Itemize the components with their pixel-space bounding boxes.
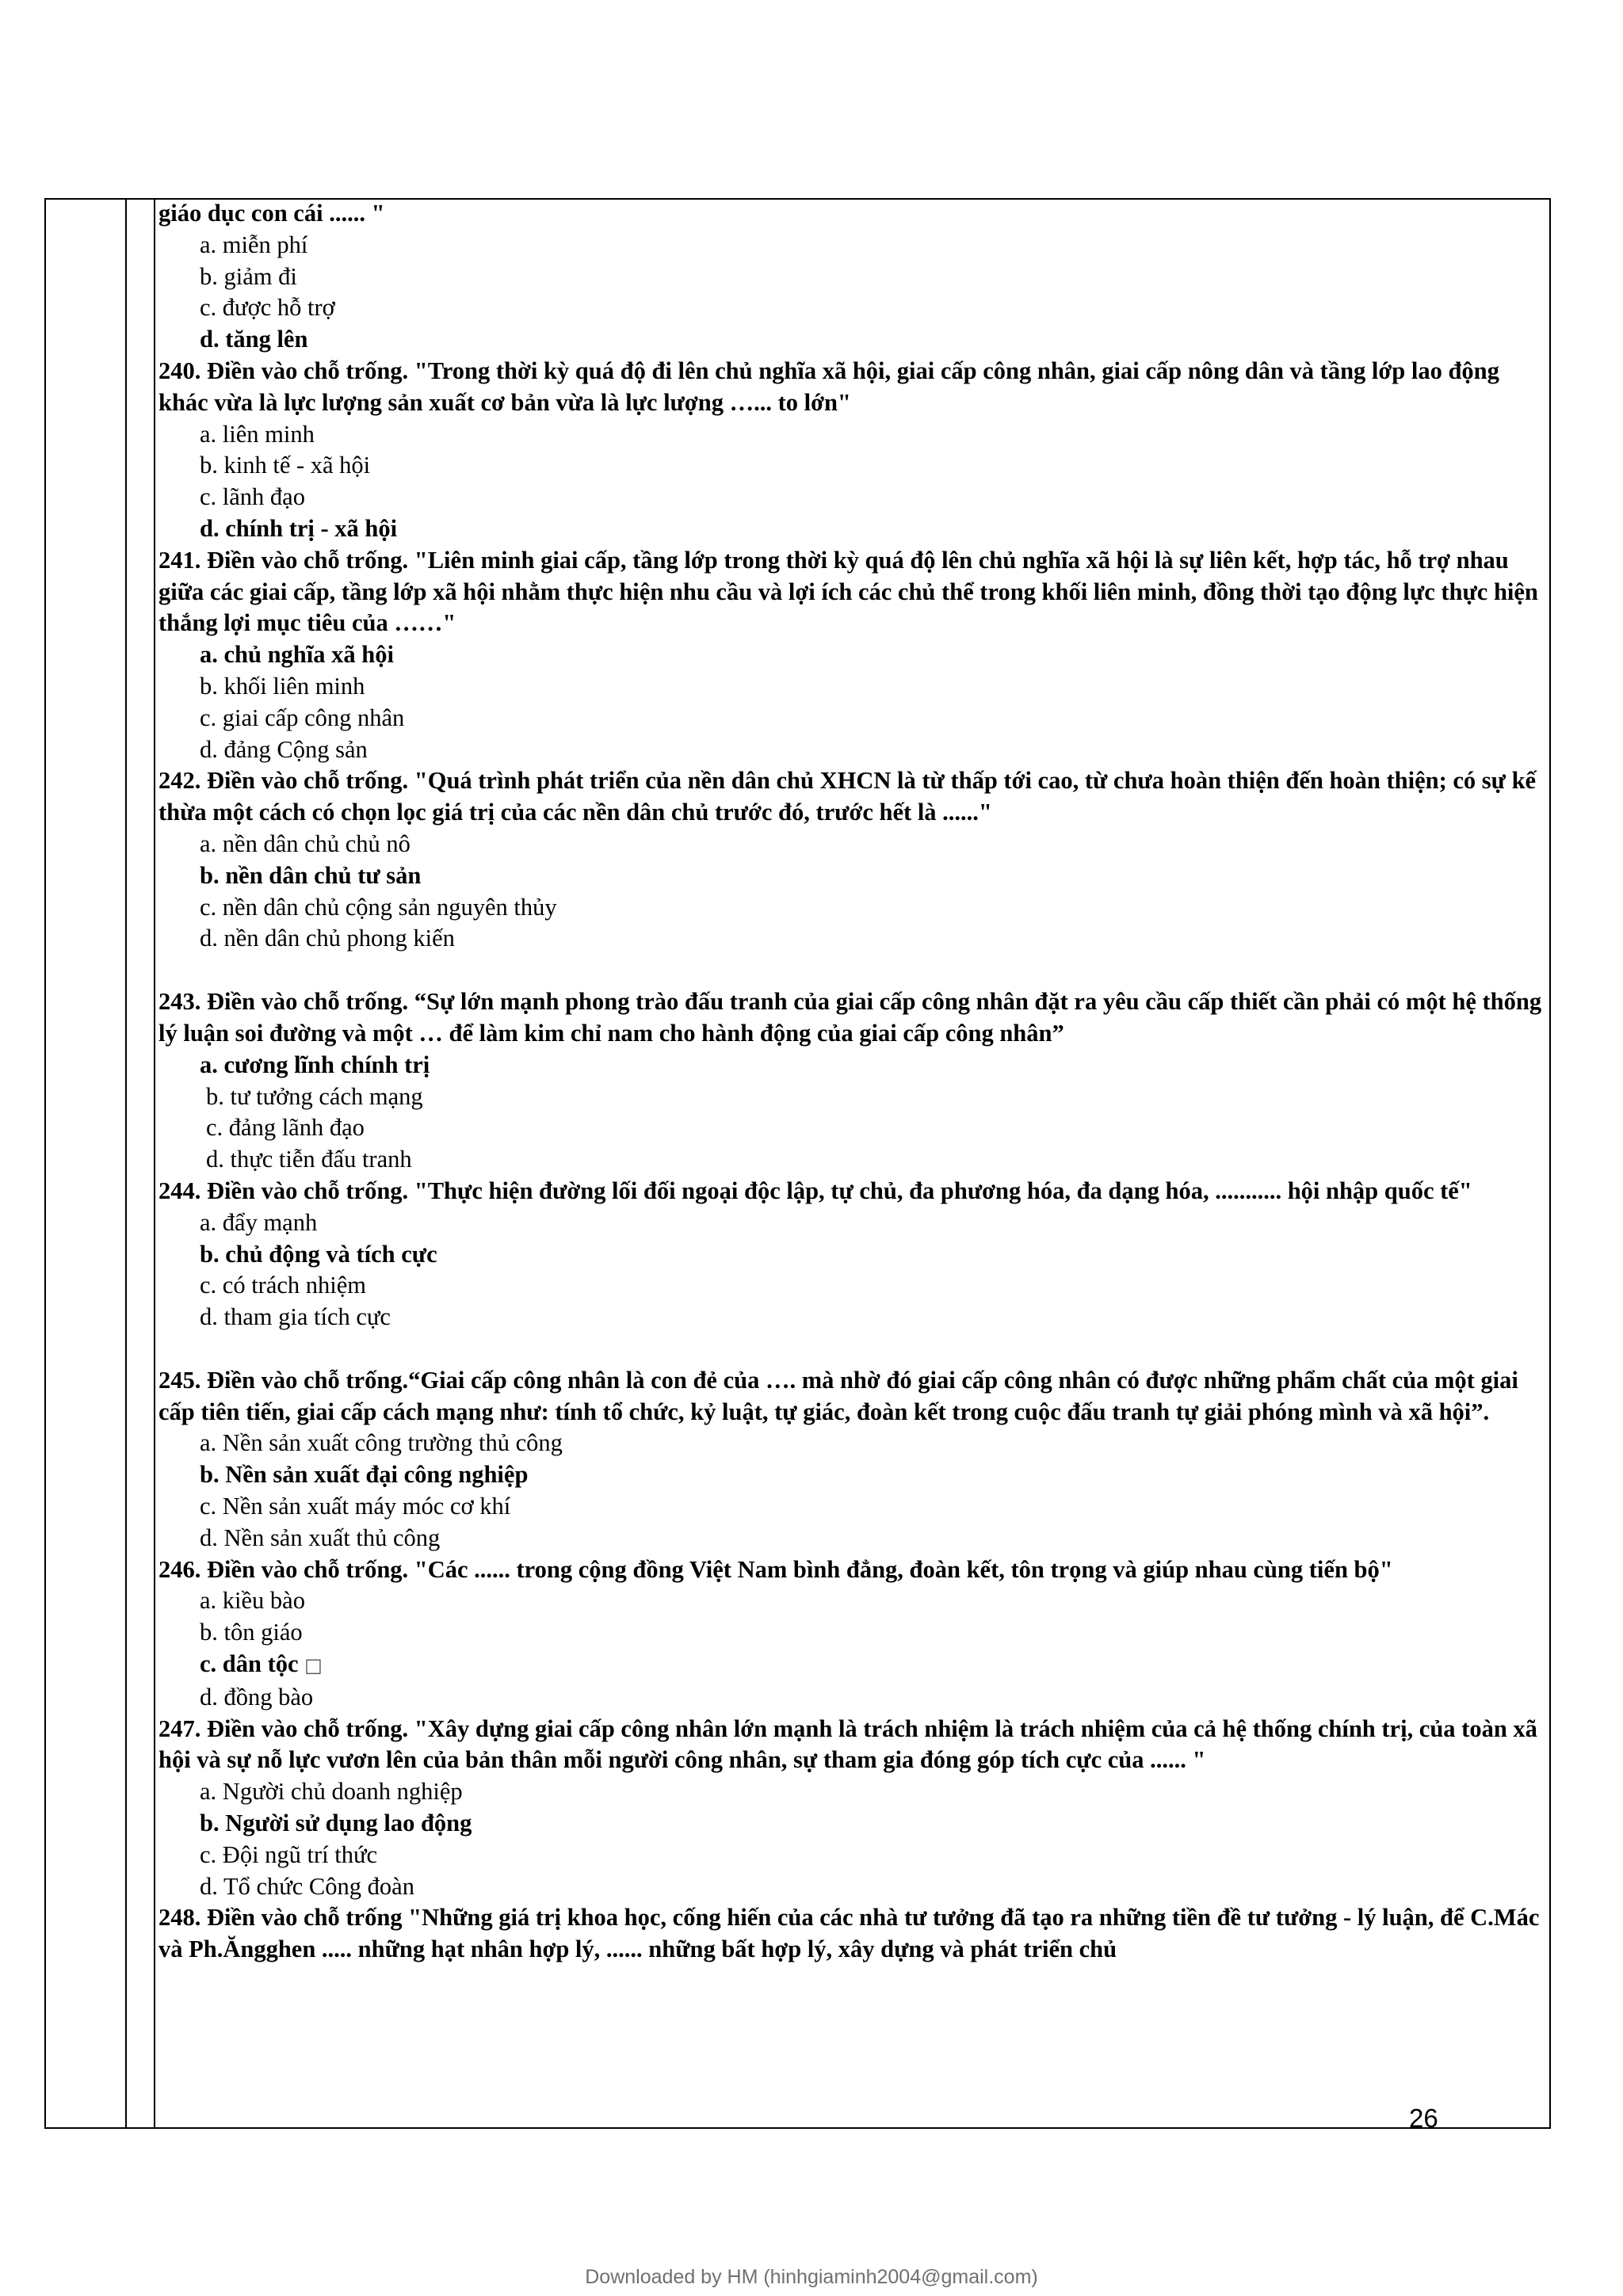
question-240: 240. Điền vào chỗ trống. "Trong thời kỳ quá độ đi lên chủ nghĩa xã hội, giai cấp công nhân, giai cấp nông dân và tầng lớp lao động khác vừa là lực lượng sản xuất cơ bản vừa là lực lượng …... to lớn" — [158, 357, 1499, 416]
answer-option: d. Nền sản xuất thủ công — [200, 1524, 441, 1551]
answer-option: b. tôn giáo — [200, 1619, 303, 1646]
question-243: 243. Điền vào chỗ trống. “Sự lớn mạnh phong trào đấu tranh của giai cấp công nhân đặt ra yêu cầu cấp thiết cần phải có một hệ thống lý luận soi đường và một … để làm kim chỉ nam cho hành động của giai cấp công nhân” — [158, 988, 1542, 1047]
page-number: 26 — [1409, 2103, 1438, 2133]
answer-option: a. kiều bào — [200, 1587, 305, 1615]
answer-option: a. Người chủ doanh nghiệp — [200, 1778, 463, 1806]
column-divider — [154, 200, 155, 2127]
answer-option: a. đẩy mạnh — [200, 1208, 318, 1236]
question-247: 247. Điền vào chỗ trống. "Xây dựng giai cấp công nhân lớn mạnh là trách nhiệm là trách nhiệm của cả hệ thống chính trị, của toàn xã hội và sự nỗ lực vươn lên của bản thân mỗi người công nhân, sự tham gia đóng góp tích cực của ...... " — [158, 1714, 1537, 1774]
answer-option-correct: b. Nền sản xuất đại công nghiệp — [200, 1461, 529, 1489]
blank-line — [158, 1333, 1545, 1365]
answer-option-correct: b. nền dân chủ tư sản — [200, 861, 422, 889]
answer-option: c. đảng lãnh đạo — [206, 1114, 365, 1142]
answer-option: d. đồng bào — [200, 1683, 314, 1711]
answer-option: c. Đội ngũ trí thức — [200, 1840, 378, 1868]
answer-option: c. Nền sản xuất máy móc cơ khí — [200, 1493, 511, 1520]
answer-option: a. Nền sản xuất công trường thủ công — [200, 1429, 563, 1457]
answer-option-correct — [158, 1649, 1545, 1682]
answer-option: c. nền dân chủ cộng sản nguyên thủy — [200, 893, 557, 921]
answer-option: b. tư tưởng cách mạng — [206, 1082, 423, 1110]
question-245: 245. Điền vào chỗ trống.“Giai cấp công nhân là con đẻ của …. mà nhờ đó giai cấp công nhân có được những phẩm chất của một giai cấp tiên tiến, giai cấp cách mạng như: tính tổ chức, kỷ luật, tự giác, đoàn kết trong cuộc đấu tranh tự giải phóng mình và xã hội”. — [158, 1366, 1518, 1425]
answer-option: c. được hỗ trợ — [200, 294, 335, 322]
answer-option: b. giảm đi — [200, 262, 297, 290]
answer-option: d. thực tiễn đấu tranh — [206, 1146, 412, 1173]
answer-option-correct: a. cương lĩnh chính trị — [200, 1051, 430, 1078]
blank-line — [158, 955, 1545, 986]
answer-option: a. miễn phí — [200, 231, 308, 258]
answer-option-correct: d. tăng lên — [200, 326, 308, 353]
answer-option: d. nền dân chủ phong kiến — [200, 925, 455, 952]
answer-option: d. đảng Cộng sản — [200, 735, 368, 763]
question-242: 242. Điền vào chỗ trống. "Quá trình phát triển của nền dân chủ XHCN là từ thấp tới cao, từ chưa hoàn thiện đến hoàn thiện; có sự kế thừa một cách có chọn lọc giá trị của các nền dân chủ trước đó, trước hết là ......" — [158, 767, 1537, 826]
answer-option: b. khối liên minh — [200, 672, 365, 700]
answer-option: c. có trách nhiệm — [200, 1272, 367, 1299]
answer-option: b. kinh tế - xã hội — [200, 452, 371, 479]
answer-option-correct: d. chính trị - xã hội — [200, 514, 398, 542]
column-divider — [125, 200, 127, 2127]
answer-option-label: c. dân tộc — [200, 1650, 305, 1678]
question-tail: giáo dục con cái ...... " — [158, 200, 385, 227]
download-footer: Downloaded by HM (hinhgiaminh2004@gmail.com) — [585, 2266, 1038, 2288]
answer-option-correct: a. chủ nghĩa xã hội — [200, 641, 394, 669]
answer-option: c. giai cấp công nhân — [200, 704, 405, 731]
answer-option: d. tham gia tích cực — [200, 1303, 391, 1331]
answer-option: d. Tổ chức Công đoàn — [200, 1872, 414, 1900]
answer-option: c. lãnh đạo — [200, 483, 305, 511]
answer-option-correct: b. Người sử dụng lao động — [200, 1810, 472, 1837]
question-241: 241. Điền vào chỗ trống. "Liên minh giai cấp, tầng lớp trong thời kỳ quá độ lên chủ nghĩa xã hội là sự liên kết, hợp tác, hỗ trợ nhau giữa các giai cấp, tầng lớp xã hội nhằm thực hiện nhu cầu và lợi ích các chủ thể trong khối liên minh, đồng thời tạo động lực thực hiện thắng lợi mục tiêu của ……" — [158, 546, 1538, 637]
answer-option-correct: b. chủ động và tích cực — [200, 1240, 437, 1268]
question-list — [158, 198, 1545, 1966]
answer-option: a. liên minh — [200, 420, 315, 448]
box-glyph-icon: □ — [304, 1654, 323, 1677]
answer-option: a. nền dân chủ chủ nô — [200, 830, 411, 857]
question-246: 246. Điền vào chỗ trống. "Các ...... trong cộng đồng Việt Nam bình đẳng, đoàn kết, tôn trọng và giúp nhau cùng tiến bộ" — [158, 1555, 1393, 1583]
question-248: 248. Điền vào chỗ trống "Những giá trị khoa học, cống hiến của các nhà tư tưởng đã tạo ra những tiền đề tư tưởng - lý luận, để C.Mác và Ph.Ăngghen ..... những hạt nhân hợp lý, ...... những bất hợp lý, xây dựng và phát triển chủ — [158, 1904, 1540, 1963]
question-244: 244. Điền vào chỗ trống. "Thực hiện đường lối đối ngoại độc lập, tự chủ, đa phương hóa, đa dạng hóa, ........... hội nhập quốc tế" — [158, 1177, 1472, 1204]
